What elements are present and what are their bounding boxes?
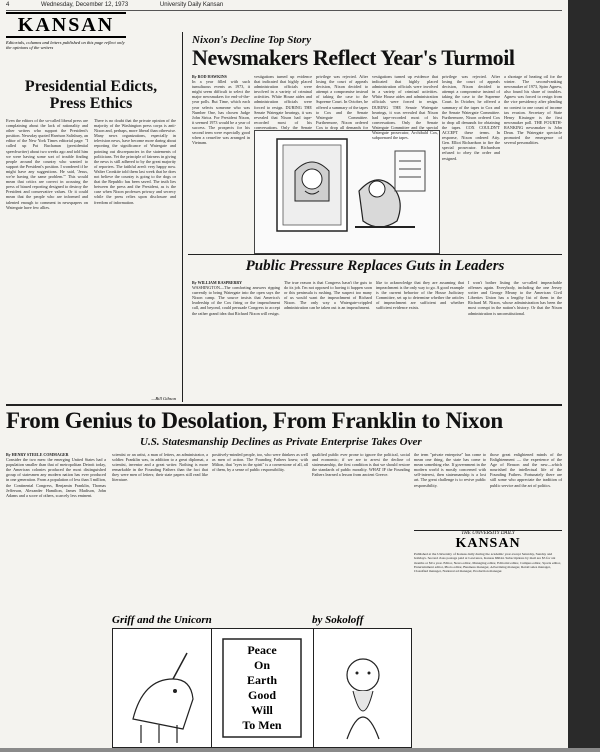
pressure-column-2: The true reason is that Congress hasn't the guts to do its job. I'm not opposed to having it happen soon or this peninsula is rushing. The suspect too many of us would want the impeachment of Richard Nixon. The only way a Watergate-crippled administration can be taken out is an impeachment. [284,280,372,311]
newsmakers-kicker: Nixon's Decline Top Story [192,34,312,46]
folio-line [6,2,562,11]
section-divider [6,404,562,406]
genius-column-1: By HENRY STEELE COMMAGER Consider the two men: the emerging United States had a population smaller than that of metropolitan Detroit today, the American colonies produced the most distinguished group of statesmen any modern nation has ever produced in one generation. From a population of less than 3 million, the Continental Congress, Benjamin Franklin, Thomas Jefferson, Alexander Hamilton, James Madison, John Adams and a score of others, scarcely less eminent. [6,452,106,498]
masthead-motto: Editorials, columns and letters published on this page reflect only the opinions of the writers [6,40,125,50]
edicts-column-2: There is no doubt that the private opinion of the majority of the Washington press corps is anti-Nixon and, perhaps, more liberal than otherwise. Many news organizations, especially in television news, have become more daring about reporting the significance of Watergate and pointing out discrepancies in the statements of politicians. Yet the principle of fairness in giving the news is still adhered to by the great majority of reporters. The faithful aren't very happy now. Walter Cronkite told them last week that he does not believe the country is going to the dogs or that the Republic has been saved. The truth lies between the press and the President, as is the case when Nixon professes privacy and secrecy while the press relies upon disclosure and freedom of information. [94,118,176,205]
column-rule [182,32,183,402]
issue-date: Wednesday, December 12, 1973 [41,2,129,8]
masthead-name: KANSAN [6,12,126,38]
genius-column-6: those great enlightened minds of the Enlightenment — the experience of the Age of Reason and the new—which nourished the intellectual life of the Founding Fathers. Fortunately there are still some who appreciate the tradition of public service and the art of politics. [490,452,562,488]
page-number: 4 [6,2,10,8]
newsmakers-column-5: a shortage of heating oil for the winter. The second-ranking newsmaker of 1973, Spiro Agnew, also found his share of troubles. Agnew was forced to resign from the vice presidency after pleading no contest to one count of income tax evasion. Secretary of State Henry Kissinger is the first newsmaker poll. THE FOURTH-RANKING newsmaker is John Dean. The Watergate spectacle promoted the emergence of several personalities. [504,74,562,146]
nixon-cartoon-drawing [255,131,439,253]
unicorn-drawing [113,629,211,747]
newsmakers-column-2b: vestigations turned up evidence that indicated that highly placed administration officials were involved in a variety of criminal activities. White House aides and administration officials were forced to resign. DURING THE Senate Watergate hearings, it was revealed that Nixon had tape-recorded most of his conversations. Only the Senate Watergate Committee and the special Watergate prosecutor, Archibald Cox, subpoenaed the tapes. [372,74,438,141]
edicts-headline: Presidential Edicts, Press Ethics [24,78,158,112]
genius-column-3: positively-minded people, too, who were thinkers as well as men of action. The Founding Fathers knew, with Milton, that "eyes in the spirit" is a cornerstone of all, all of them, by a sense of public responsibility. [212,452,308,473]
newsmakers-headline: Newsmakers Reflect Year's Turmoil [192,45,515,70]
kansan-box-top: THE UNIVERSITY DAILY [461,531,515,536]
pressure-column-3: like to acknowledge that they are assuming that impeachment is the only way to go. A good example is the current behavior of the House Judiciary Committee, set up to determine whether the articles of impeachment are sufficient and whether sufficient evidence exists. [376,280,464,311]
griff-drawing [313,629,411,747]
section-rule [188,254,562,255]
comic-panel-1 [113,629,212,747]
editorial-masthead [6,12,126,50]
pressure-column-4: I won't bother listing the so-called impeachable offenses again. Everybody, including the one Jersey writer and George Meany to the American Civil Liberties Union has a lengthy list of them in the Richard M. Nixon, whose administration has been the most corrupt in the nation's history. Or that the Nixon administration is unconstitutional. [468,280,562,316]
kansan-staff-box [414,530,562,745]
newsmakers-column-4: privilege was rejected. After losing the court of appeals decision, Nixon decided to attempt a compromise instead of taking the case to the Supreme Court. In October, he offered a summary of the tapes to Cox and the Senate Watergate Committee. Furthermore, Nixon ordered Cox to drop all demands for obtaining the tapes. COX COULDN'T ACCEPT these terms. In response, Nixon ordered Atty. Gen. Elliot Richardson to fire the special prosecutor. Richardson refused to obey the order and resigned. [442,74,500,161]
genius-column-5: the term "private enterprise" has come to mean one thing, the state has come to mean something else. If government in the modern world is mostly concerned with self-interest, then statesmanship is a lost art. The great challenge is to revive public responsibility. [414,452,486,488]
genius-column-2: scientist or an artist, a man of letters, an administrator, a soldier. Franklin was, in addition to a great diplomat, a scientist, inventor and a great writer. Nothing is more remarkable in the Founding Fathers than the fact that they were men of letters; their state papers still read like literature. [112,452,208,483]
comic-panel-3 [313,629,411,747]
kansan-box-name: KANSAN [455,536,521,551]
newsmakers-column-2: vestigations turned up evidence that indicated that highly placed administration officials were involved in a variety of criminal activities. White House aides and administration officials were forced to resign. DURING THE Senate Watergate hearings, it was revealed that Nixon had tape-recorded most of his conversations. Only the Senate [254,74,312,130]
edicts-column-1: Even the editors of the so-called liberal press are complaining about the lack of rationality and other writers who support the President's position. Newsday quoted Harrison Salisbury, an editor of the New York Times editorial page: "I called up Pat Buchanan (presidential speechwriter) about two weeks ago and told him we were having some sort of trouble finding people around the country who wanted to support the President's position. I wondered if he might have any suggestions. He said, 'Jesus, we're having the same problem.'" This would mean that critics are correct in accusing the press of biased reporting designed to destroy the President and conservative values. Or it could mean that the people who are informed and talented enough to comment in newspapers on Watergate have few allies. [6,118,88,210]
newsmakers-column-1: By ROD HAWKINS In a year filled with such tumultuous events as 1973, it might seem difficult to select the major newsmakers for end-of-the-year polls. But Time, which each year selects someone who was Number One, has chosen Judge John Sirica. For President Nixon, it seemed 1973 would be a year of success. The prospects for his second term were especially good when a ceasefire was arranged in Vietnam. [192,74,250,146]
genius-column-4: qualified public ever prone to ignore the political, social and economic; if we are to arrest the decline of statesmanship, the first condition is that we should restore the standards of public morality. WHAT IF the Founding Fathers learned a lesson from ancient Greece. [312,452,410,478]
genius-headline: From Genius to Desolation, From Franklin to Nixon [6,408,503,433]
edicts-signature: —Bill Gibson [151,396,176,401]
comic-byline: by Sokoloff [312,614,364,626]
genius-subhead: U.S. Statesmanship Declines as Private Enterprise Takes Over [140,436,422,448]
pressure-column-1: By WILLIAM RASPBERRY WASHINGTON—The comforting answers ripping currently to bring Watergate into the open says the Nixon camp. The source insists that America's leadership of the Cox firing or the impeachment call, and beyond, could persuade Congress to accept the rather grand idea that Richard Nixon will resign. [192,280,280,316]
comic-title: Griff and the Unicorn [112,614,212,626]
nixon-cartoon [254,130,440,254]
paper-name: University Daily Kansan [159,2,224,8]
pressure-headline: Public Pressure Replaces Guts in Leaders [245,258,505,274]
griff-comic-strip [112,628,412,748]
page-edge [568,0,600,748]
comic-panel-2 [211,629,314,747]
peace-sign-text: Peace On Earth Good Will To Men [242,643,282,732]
kansan-staff-list: Published at the University of Kansas daily during the academic year except Saturday, Sunday and holidays. Second class postage paid at Lawrence, Kansas 66044. Subscriptions by mail are $5 for six months or $9 a year. Editor, News editor, Managing editor, Editorial editor, Campus editor, Sports editor, Entertainment editor, Photo editor, Business manager, Advertising manager, Retail sales manager, Classified manager, National ad manager, Production manager. [414,552,561,574]
newsmakers-column-3: privilege was rejected. After losing the court of appeals decision, Nixon decided to attempt a compromise instead of taking the case to the Supreme Court. In October, he offered a summary of the tapes to Cox and the Senate Watergate Committee. Furthermore, Nixon ordered Cox to drop all demands for [316,74,368,130]
